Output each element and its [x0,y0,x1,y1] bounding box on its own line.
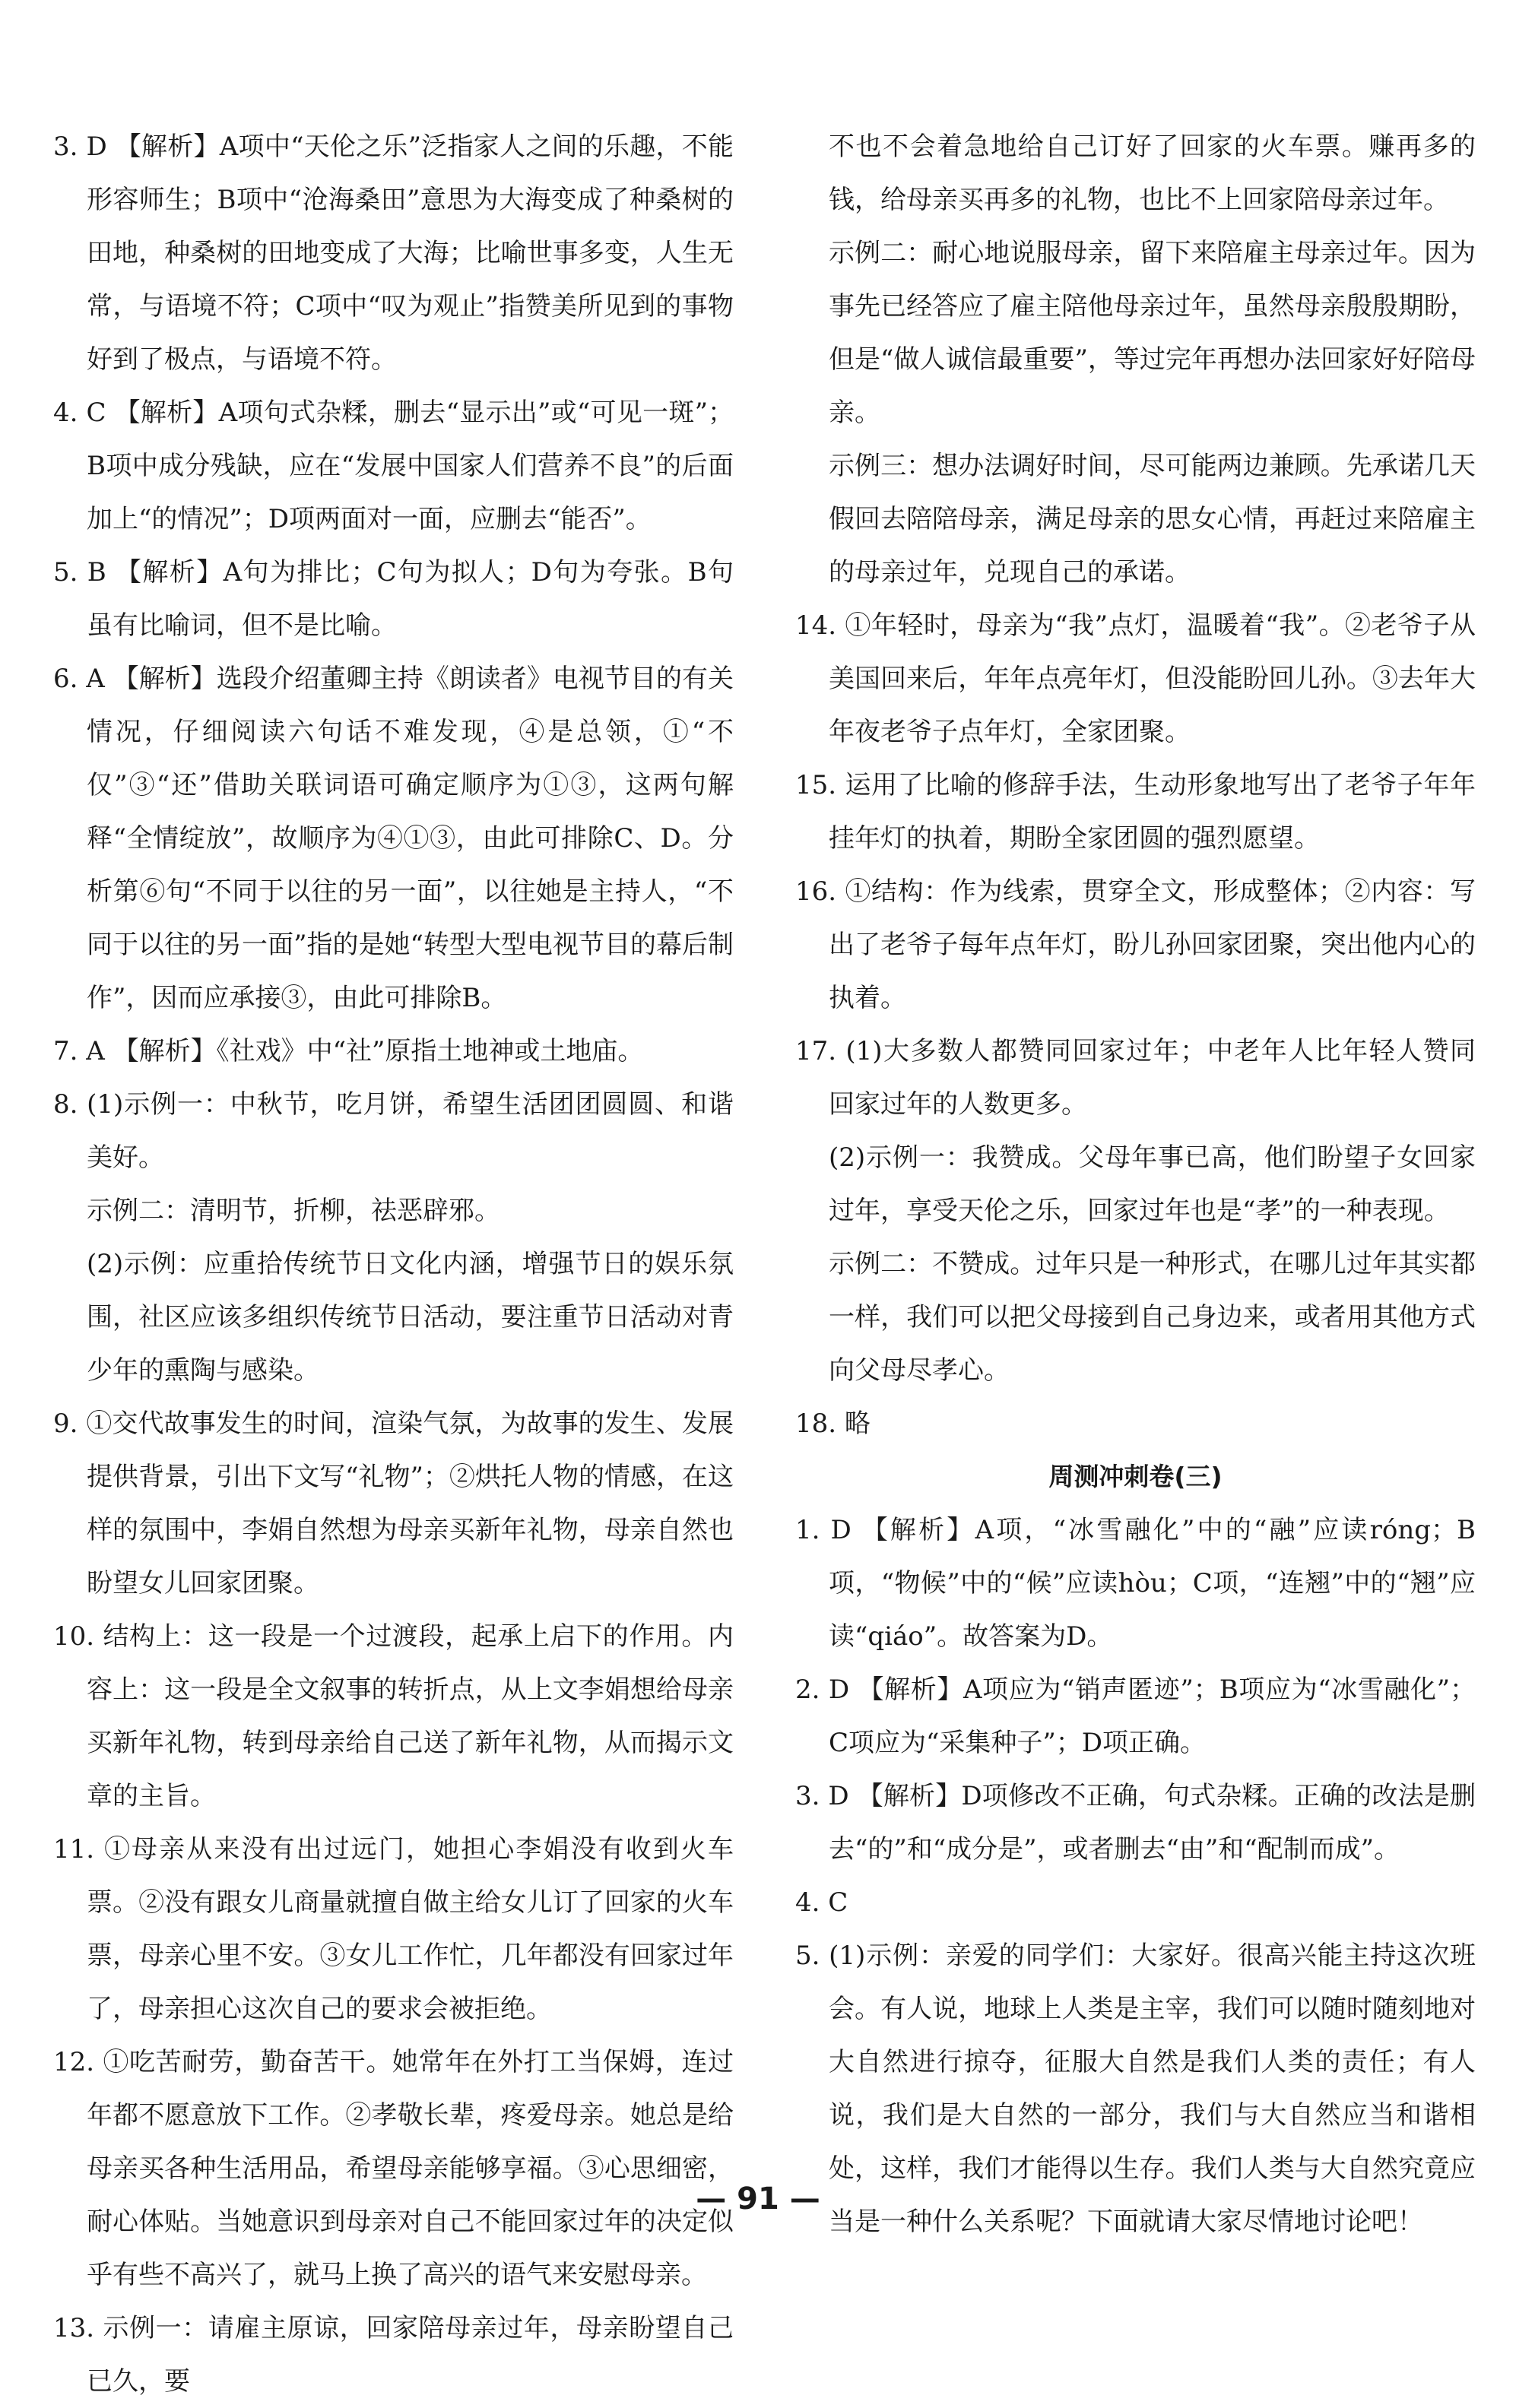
answer-paragraph: 8. (1)示例一：中秋节，吃月饼，希望生活团团圆圆、和谐美好。 [53,1089,734,1173]
answer-paragraph: 5. B 【解析】A句为排比；C句为拟人；D句为夸张。B句虽有比喻词，但不是比喻。 [53,557,734,641]
page-number: — 91 — [696,2181,820,2216]
answer-paragraph: 14. ①年轻时，母亲为“我”点灯，温暖着“我”。②老爷子从美国回来后，年年点亮年灯，但没能盼回儿孙。③去年大年夜老爷子点年灯，全家团聚。 [795,610,1476,747]
left-column [53,120,734,2408]
answer-paragraph: 10. 结构上：这一段是一个过渡段，起承上启下的作用。内容上：这一段是全文叙事的转折点，从上文李娟想给母亲买新年礼物，转到母亲给自己送了新年礼物，从而揭示文章的主旨。 [53,1621,734,1811]
answer-paragraph: 1. D 【解析】A项，“冰雪融化”中的“融”应读róng；B项，“物候”中的“候”应读hòu；C项，“连翘”中的“翘”应读“qiáo”。故答案为D。 [795,1515,1476,1652]
answer-paragraph: 13. 示例一：请雇主原谅，回家陪母亲过年，母亲盼望自己已久，要 [53,2313,734,2397]
section-heading: 周测冲刺卷(三) [1048,1462,1223,1491]
answer-paragraph: 3. D 【解析】D项修改不正确，句式杂糅。正确的改法是删去“的”和“成分是”，或者删去“由”和“配制而成”。 [795,1781,1476,1865]
answer-paragraph: 5. (1)示例：亲爱的同学们：大家好。很高兴能主持这次班会。有人说，地球上人类是主宰，我们可以随时随刻地对大自然进行掠夺，征服大自然是我们人类的责任；有人说，我们是大自然的一部分，我们与大自然应当和谐相处，这样，我们才能得以生存。我们人类与大自然究竟应当是一种什么关系呢？下面就请大家尽情地讨论吧！ [795,1941,1476,2237]
answer-paragraph: 示例三：想办法调好时间，尽可能两边兼顾。先承诺几天假回去陪陪母亲，满足母亲的思女心情，再赶过来陪雇主的母亲过年，兑现自己的承诺。 [829,451,1476,588]
answer-paragraph: 4. C 【解析】A项句式杂糅，删去“显示出”或“可见一斑”；B项中成分残缺，应在“发展中国家人们营养不良”的后面加上“的情况”；D项两面对一面，应删去“能否”。 [53,398,734,534]
answer-paragraph: 17. (1)大多数人都赞同回家过年；中老年人比年轻人赞同回家过年的人数更多。 [795,1036,1476,1120]
answer-paragraph: 示例二：耐心地说服母亲，留下来陪雇主母亲过年。因为事先已经答应了雇主陪他母亲过年，虽然母亲殷殷期盼，但是“做人诚信最重要”，等过完年再想办法回家好好陪母亲。 [829,238,1476,428]
answer-paragraph: 4. C [795,1887,848,1918]
answer-paragraph: 16. ①结构：作为线索，贯穿全文，形成整体；②内容：写出了老爷子每年点年灯，盼儿孙回家团聚，突出他内心的执着。 [795,876,1476,1013]
answer-paragraph: 2. D 【解析】A项应为“销声匿迹”；B项应为“冰雪融化”；C项应为“采集种子”；D项正确。 [795,1675,1476,1758]
answer-paragraph: (2)示例：应重拾传统节日文化内涵，增强节日的娱乐氛围，社区应该多组织传统节日活动，要注重节日活动对青少年的熏陶与感染。 [87,1249,734,1386]
right-column [795,120,1476,2248]
answer-paragraph: 6. A 【解析】选段介绍董卿主持《朗读者》电视节目的有关情况，仔细阅读六句话不难发现，④是总领，①“不仅”③“还”借助关联词语可确定顺序为①③，这两句解释“全情绽放”，故顺序为④①③，由此可排除C、D。分析第⑥句“不同于以往的另一面”，以往她是主持人，“不同于以往的另一面”指的是她“转型大型电视节目的幕后制作”，因而应承接③，由此可排除B。 [53,664,734,1013]
answer-paragraph: 7. A 【解析】《社戏》中“社”原指土地神或土地庙。 [53,1036,644,1066]
answer-paragraph: (2)示例一：我赞成。父母年事已高，他们盼望子女回家过年，享受天伦之乐，回家过年也是“孝”的一种表现。 [829,1142,1476,1226]
answer-paragraph: 15. 运用了比喻的修辞手法，生动形象地写出了老爷子年年挂年灯的执着，期盼全家团圆的强烈愿望。 [795,770,1476,854]
answer-paragraph: 12. ①吃苦耐劳，勤奋苦干。她常年在外打工当保姆，连过年都不愿意放下工作。②孝敬长辈，疼爱母亲。她总是给母亲买各种生活用品，希望母亲能够享福。③心思细密，耐心体贴。当她意识到母亲对自己不能回家过年的决定似乎有些不高兴了，就马上换了高兴的语气来安慰母亲。 [53,2047,734,2290]
answer-paragraph: 18. 略 [795,1408,871,1439]
answer-paragraph: 3. D 【解析】A项中“天伦之乐”泛指家人之间的乐趣，不能形容师生；B项中“沧海桑田”意思为大海变成了种桑树的田地，种桑树的田地变成了大海；比喻世事多变，人生无常，与语境不符；C项中“叹为观止”指赞美所见到的事物好到了极点，与语境不符。 [53,131,734,375]
answer-paragraph: 11. ①母亲从来没有出过远门，她担心李娟没有收到火车票。②没有跟女儿商量就擅自做主给女儿订了回家的火车票，母亲心里不安。③女儿工作忙，几年都没有回家过年了，母亲担心这次自己的要求会被拒绝。 [53,1834,734,2024]
answer-paragraph: 示例二：清明节，折柳，祛恶辟邪。 [87,1196,500,1226]
answer-paragraph: 示例二：不赞成。过年只是一种形式，在哪儿过年其实都一样，我们可以把父母接到自己身边来，或者用其他方式向父母尽孝心。 [829,1249,1476,1386]
answer-paragraph: 9. ①交代故事发生的时间，渲染气氛，为故事的发生、发展提供背景，引出下文写“礼物”；②烘托人物的情感，在这样的氛围中，李娟自然想为母亲买新年礼物，母亲自然也盼望女儿回家团聚。 [53,1408,734,1598]
answer-paragraph: 不也不会着急地给自己订好了回家的火车票。赚再多的钱，给母亲买再多的礼物，也比不上回家陪母亲过年。 [829,131,1476,215]
